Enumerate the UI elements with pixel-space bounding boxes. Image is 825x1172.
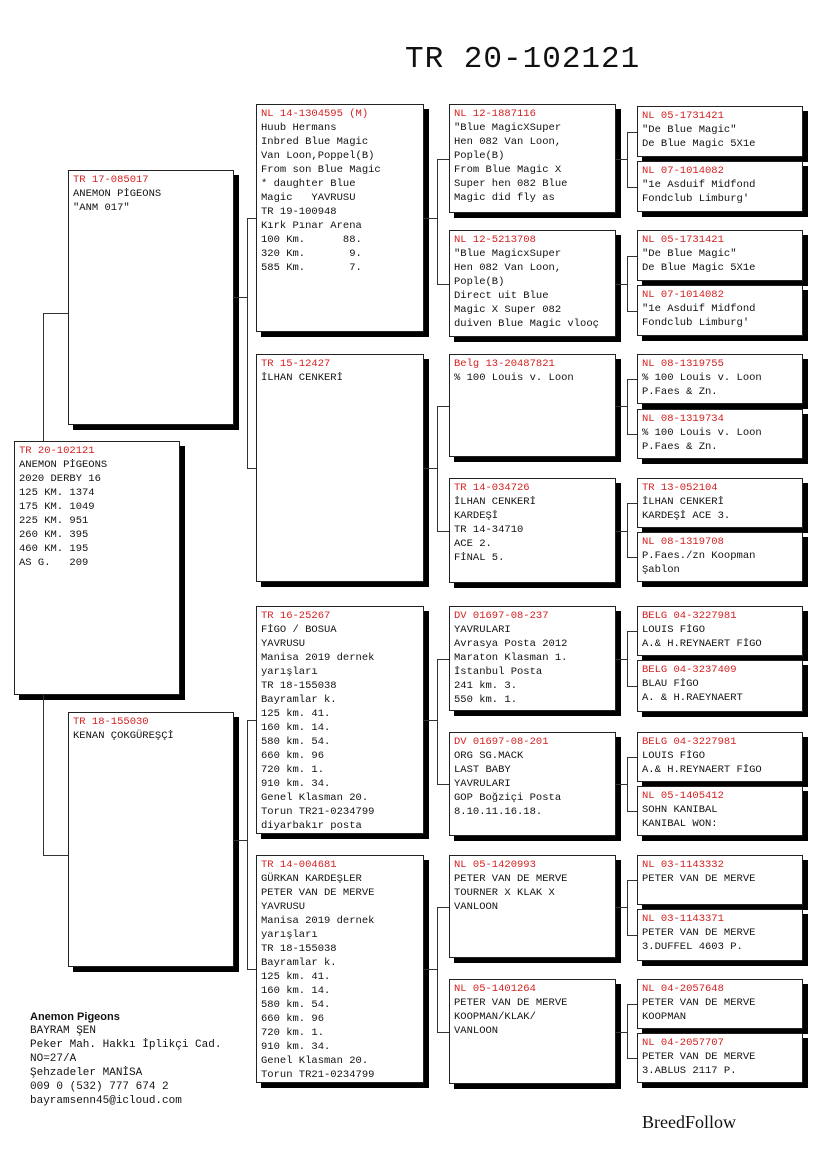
brand-logo: BreedFollow (642, 1112, 736, 1132)
connector-line (627, 256, 637, 257)
pigeon-detail-line: VANLOON (454, 1025, 499, 1037)
great-grandparent-card (449, 979, 616, 1084)
pigeon-detail-line: ANEMON PİGEONS (73, 188, 162, 200)
pigeon-detail-line: Fondclub Limburg' (642, 317, 750, 329)
pigeon-detail-line: YAVRUSU (261, 638, 306, 650)
ring-number: NL 14-1304595 (M) (261, 108, 369, 120)
ring-number: TR 16-25267 (261, 610, 331, 622)
pigeon-detail-line: PETER VAN DE MERVE (642, 873, 756, 885)
connector-line (437, 406, 438, 531)
ring-number: DV 01697-08-201 (454, 736, 549, 748)
connector-line (627, 434, 637, 435)
connector-line (627, 880, 637, 881)
pigeon-detail-line: "ANM 017" (73, 202, 130, 214)
connector-line (424, 468, 438, 469)
ring-number: NL 03-1143371 (642, 913, 724, 925)
pigeon-detail-line: 580 km. 54. (261, 736, 331, 748)
grandparent-card (256, 855, 424, 1083)
connector-line (43, 695, 44, 855)
great-grandparent-card (449, 478, 616, 583)
pigeon-detail-line: De Blue Magic 5X1e (642, 262, 756, 274)
pigeon-detail-line: "1e Asduif Midfond (642, 303, 756, 315)
connector-line (627, 1058, 637, 1059)
pigeon-detail-line: 125 km. 41. (261, 708, 331, 720)
ancestor-card (637, 909, 803, 961)
connector-line (627, 379, 628, 434)
connector-line (437, 907, 438, 1032)
ring-number: TR 13-052104 (642, 482, 718, 494)
owner-line: BAYRAM ŞEN (30, 1025, 97, 1037)
pigeon-detail-line: Manisa 2019 dernek (261, 652, 375, 664)
ring-number: NL 08-1319755 (642, 358, 724, 370)
ring-number: TR 20-102121 (19, 445, 95, 457)
pigeon-detail-line: 580 km. 54. (261, 999, 331, 1011)
ring-number: TR 18-155030 (73, 716, 149, 728)
pigeon-detail-line: "De Blue Magic" (642, 124, 737, 136)
connector-line (43, 313, 44, 441)
subject-pigeon-card (14, 441, 180, 695)
pedigree-title: TR 20-102121 (405, 42, 641, 77)
pigeon-detail-line: YAVRUSU (261, 901, 306, 913)
pigeon-detail-line: 550 km. 1. (454, 694, 518, 706)
ancestor-card (637, 478, 803, 528)
connector-line (437, 907, 449, 908)
ancestor-card (637, 230, 803, 281)
pigeon-detail-line: PETER VAN DE MERVE (454, 873, 568, 885)
pigeon-detail-line: From son Blue Magic (261, 164, 381, 176)
connector-line (234, 297, 248, 298)
ring-number: NL 05-1401264 (454, 983, 536, 995)
connector-line (247, 468, 256, 469)
ring-number: BELG 04-3227981 (642, 736, 737, 748)
pigeon-detail-line: LOUIS FİGO (642, 624, 706, 636)
connector-line (437, 659, 438, 784)
ring-number: NL 05-1420993 (454, 859, 536, 871)
connector-line (437, 531, 449, 532)
owner-email[interactable]: bayramsenn45@icloud.com (30, 1095, 182, 1107)
pigeon-detail-line: TOURNER X KLAK X (454, 887, 555, 899)
pigeon-detail-line: TR 18-155038 (261, 680, 337, 692)
grandparent-card (256, 104, 424, 332)
connector-line (627, 935, 637, 936)
connector-line (627, 557, 637, 558)
pigeon-detail-line: 3.DUFFEL 4603 P. (642, 941, 743, 953)
pigeon-detail-line: İLHAN CENKERİ (454, 496, 536, 508)
pigeon-detail-line: Bayramlar k. (261, 957, 337, 969)
pigeon-detail-line: YAVRULARI (454, 778, 511, 790)
connector-line (247, 218, 256, 219)
sire-card (68, 170, 234, 425)
grandparent-card (256, 606, 424, 834)
ring-number: NL 12-1887116 (454, 108, 536, 120)
pigeon-detail-line: İLHAN CENKERİ (642, 496, 724, 508)
ancestor-card (637, 354, 803, 404)
ring-number: DV 01697-08-237 (454, 610, 549, 622)
pigeon-detail-line: TR 19-100948 (261, 206, 337, 218)
connector-line (424, 218, 438, 219)
ring-number: NL 12-5213708 (454, 234, 536, 246)
connector-line (627, 503, 637, 504)
pigeon-detail-line: P.Faes & Zn. (642, 386, 718, 398)
pigeon-detail-line: Manisa 2019 dernek (261, 915, 375, 927)
pigeon-detail-line: KARDEŞİ ACE 3. (642, 510, 731, 522)
connector-line (437, 406, 449, 407)
pigeon-detail-line: Pople(B) (454, 150, 505, 162)
connector-line (247, 969, 256, 970)
ancestor-card (637, 285, 803, 336)
pigeon-detail-line: Magic YAVRUSU (261, 192, 356, 204)
connector-line (437, 659, 449, 660)
pigeon-detail-line: Pople(B) (454, 276, 505, 288)
connector-line (437, 159, 438, 284)
ring-number: NL 05-1405412 (642, 790, 724, 802)
grandparent-card (256, 354, 424, 582)
connector-line (247, 218, 248, 468)
pigeon-detail-line: PETER VAN DE MERVE (454, 997, 568, 1009)
pigeon-detail-line: Hen 082 Van Loon, (454, 262, 562, 274)
connector-line (627, 880, 628, 935)
connector-line (424, 720, 438, 721)
connector-line (627, 379, 637, 380)
great-grandparent-card (449, 354, 616, 457)
pigeon-detail-line: A. & H.RAEYNAERT (642, 692, 743, 704)
connector-line (627, 757, 637, 758)
pigeon-detail-line: ANEMON PİGEONS (19, 459, 108, 471)
great-grandparent-card (449, 855, 616, 958)
ring-number: TR 14-004681 (261, 859, 337, 871)
pigeon-detail-line: A.& H.REYNAERT FİGO (642, 638, 762, 650)
pigeon-detail-line: GÜRKAN KARDEŞLER (261, 873, 362, 885)
ring-number: NL 04-2057707 (642, 1037, 724, 1049)
owner-phone: 009 0 (532) 777 674 2 (30, 1081, 169, 1093)
pigeon-detail-line: duiven Blue Magic vlooç (454, 318, 599, 330)
owner-name: Anemon Pigeons (30, 1011, 120, 1023)
dam-card (68, 712, 234, 967)
pigeon-detail-line: Fondclub Limburg' (642, 193, 750, 205)
pigeon-detail-line: 125 KM. 1374 (19, 487, 95, 499)
pigeon-detail-line: PETER VAN DE MERVE (642, 927, 756, 939)
connector-line (627, 256, 628, 311)
pigeon-detail-line: Direct uit Blue (454, 290, 549, 302)
pigeon-detail-line: P.Faes./zn Koopman (642, 550, 756, 562)
connector-line (627, 132, 637, 133)
connector-line (627, 757, 628, 811)
owner-line: NO=27/A (30, 1053, 77, 1065)
pigeon-detail-line: 720 km. 1. (261, 764, 325, 776)
ring-number: Belg 13-20487821 (454, 358, 555, 370)
ancestor-card (637, 106, 803, 157)
pigeon-detail-line: % 100 Louis v. Loon (454, 372, 574, 384)
connector-line (424, 969, 438, 970)
ancestor-card (637, 161, 803, 212)
connector-line (627, 132, 628, 187)
great-grandparent-card (449, 732, 616, 836)
ancestor-card (637, 409, 803, 459)
connector-line (627, 503, 628, 557)
pigeon-detail-line: 160 km. 14. (261, 722, 331, 734)
pigeon-detail-line: KOOPMAN/KLAK/ (454, 1011, 536, 1023)
pigeon-detail-line: İLHAN CENKERİ (261, 372, 343, 384)
pigeon-detail-line: 2020 DERBY 16 (19, 473, 101, 485)
pigeon-detail-line: ORG SG.MACK (454, 750, 524, 762)
pigeon-detail-line: KANIBAL WON: (642, 818, 718, 830)
pigeon-detail-line: Kırk Pınar Arena (261, 220, 362, 232)
ancestor-card (637, 606, 803, 656)
pigeon-detail-line: "De Blue Magic" (642, 248, 737, 260)
owner-line: Peker Mah. Hakkı İplikçi Cad. (30, 1039, 222, 1051)
connector-line (627, 1004, 628, 1058)
pigeon-detail-line: "1e Asduif Midfond (642, 179, 756, 191)
pigeon-detail-line: 241 km. 3. (454, 680, 518, 692)
pigeon-detail-line: Hen 082 Van Loon, (454, 136, 562, 148)
pigeon-detail-line: "Blue MagicXSuper (454, 122, 562, 134)
connector-line (437, 284, 449, 285)
pigeon-detail-line: Şablon (642, 564, 680, 576)
connector-line (437, 784, 449, 785)
ring-number: BELG 04-3237409 (642, 664, 737, 676)
ring-number: TR 17-085017 (73, 174, 149, 186)
pigeon-detail-line: 175 KM. 1049 (19, 501, 95, 513)
ancestor-card (637, 660, 803, 712)
pigeon-detail-line: 225 KM. 951 (19, 515, 89, 527)
pigeon-detail-line: Huub Hermans (261, 122, 337, 134)
pigeon-detail-line: Bayramlar k. (261, 694, 337, 706)
pigeon-detail-line: 125 km. 41. (261, 971, 331, 983)
pigeon-detail-line: Torun TR21-0234799 (261, 1069, 375, 1081)
pigeon-detail-line: De Blue Magic 5X1e (642, 138, 756, 150)
pigeon-detail-line: FİNAL 5. (454, 552, 505, 564)
ring-number: BELG 04-3227981 (642, 610, 737, 622)
owner-info (30, 1010, 221, 1108)
ring-number: TR 14-034726 (454, 482, 530, 494)
connector-line (247, 720, 256, 721)
pigeon-detail-line: 460 KM. 195 (19, 543, 89, 555)
pigeon-detail-line: TR 14-34710 (454, 524, 524, 536)
great-grandparent-card (449, 104, 616, 213)
pigeon-detail-line: 320 Km. 9. (261, 248, 362, 260)
ring-number: NL 07-1014082 (642, 289, 724, 301)
pigeon-detail-line: KARDEŞİ (454, 510, 499, 522)
ancestor-card (637, 855, 803, 905)
connector-line (437, 1032, 449, 1033)
ancestor-card (637, 732, 803, 782)
pigeon-detail-line: PETER VAN DE MERVE (642, 1051, 756, 1063)
pigeon-detail-line: AS G. 209 (19, 557, 89, 569)
pigeon-detail-line: PETER VAN DE MERVE (642, 997, 756, 1009)
pigeon-detail-line: TR 18-155038 (261, 943, 337, 955)
connector-line (627, 187, 637, 188)
pigeon-detail-line: P.Faes & Zn. (642, 441, 718, 453)
pigeon-detail-line: Genel Klasman 20. (261, 1055, 369, 1067)
ring-number: NL 07-1014082 (642, 165, 724, 177)
pigeon-detail-line: * daughter Blue (261, 178, 356, 190)
great-grandparent-card (449, 606, 616, 711)
pigeon-detail-line: Inbred Blue Magic (261, 136, 369, 148)
pigeon-detail-line: 910 km. 34. (261, 1041, 331, 1053)
connector-line (43, 313, 68, 314)
pigeon-detail-line: LAST BABY (454, 764, 511, 776)
pigeon-detail-line: KENAN ÇOKGÜREŞÇİ (73, 730, 174, 742)
pigeon-detail-line: 910 km. 34. (261, 778, 331, 790)
pigeon-detail-line: Super hen 082 Blue (454, 178, 568, 190)
pigeon-detail-line: "Blue MagicxSuper (454, 248, 562, 260)
connector-line (43, 855, 68, 856)
pigeon-detail-line: Avrasya Posta 2012 (454, 638, 568, 650)
ancestor-card (637, 532, 803, 582)
ring-number: NL 08-1319734 (642, 413, 724, 425)
pigeon-detail-line: 8.10.11.16.18. (454, 806, 543, 818)
pigeon-detail-line: Magic X Super 082 (454, 304, 562, 316)
pigeon-detail-line: 3.ABLUS 2117 P. (642, 1065, 737, 1077)
pigeon-detail-line: BLAU FİGO (642, 678, 699, 690)
pigeon-detail-line: FİGO / BOSUA (261, 624, 337, 636)
pigeon-detail-line: VANLOON (454, 901, 499, 913)
pigeon-detail-line: From Blue Magic X (454, 164, 562, 176)
pigeon-detail-line: GOP Boğziçi Posta (454, 792, 562, 804)
pigeon-detail-line: 260 KM. 395 (19, 529, 89, 541)
ring-number: NL 05-1731421 (642, 234, 724, 246)
pigeon-detail-line: İstanbul Posta (454, 666, 543, 678)
owner-line: Şehzadeler MANİSA (30, 1067, 143, 1079)
pigeon-detail-line: KOOPMAN (642, 1011, 687, 1023)
pigeon-detail-line: 720 km. 1. (261, 1027, 325, 1039)
pigeon-detail-line: ACE 2. (454, 538, 492, 550)
pigeon-detail-line: Van Loon,Poppel(B) (261, 150, 375, 162)
connector-line (627, 811, 637, 812)
ring-number: NL 08-1319708 (642, 536, 724, 548)
pigeon-detail-line: 660 km. 96 (261, 1013, 325, 1025)
connector-line (234, 840, 248, 841)
pigeon-detail-line: Torun TR21-0234799 (261, 806, 375, 818)
pigeon-detail-line: YAVRULARI (454, 624, 511, 636)
pigeon-detail-line: 585 Km. 7. (261, 262, 362, 274)
ancestor-card (637, 1033, 803, 1083)
great-grandparent-card (449, 230, 616, 337)
pigeon-detail-line: % 100 Louis v. Loon (642, 427, 762, 439)
connector-line (437, 159, 449, 160)
pigeon-detail-line: Magic did fly as (454, 192, 555, 204)
pigeon-detail-line: 160 km. 14. (261, 985, 331, 997)
pigeon-detail-line: LOUIS FİGO (642, 750, 706, 762)
ring-number: NL 04-2057648 (642, 983, 724, 995)
connector-line (627, 631, 637, 632)
pigeon-detail-line: PETER VAN DE MERVE (261, 887, 375, 899)
pigeon-detail-line: Maraton Klasman 1. (454, 652, 568, 664)
connector-line (247, 720, 248, 969)
connector-line (627, 686, 637, 687)
ring-number: NL 03-1143332 (642, 859, 724, 871)
pigeon-detail-line: diyarbakır posta (261, 820, 362, 832)
pigeon-detail-line: yarışları (261, 929, 318, 941)
pigeon-detail-line: yarışları (261, 666, 318, 678)
connector-line (627, 311, 637, 312)
pigeon-detail-line: Genel Klasman 20. (261, 792, 369, 804)
pigeon-detail-line: SOHN KANIBAL (642, 804, 718, 816)
ring-number: TR 15-12427 (261, 358, 331, 370)
ancestor-card (637, 786, 803, 836)
ring-number: NL 05-1731421 (642, 110, 724, 122)
connector-line (627, 631, 628, 686)
ancestor-card (637, 979, 803, 1029)
pigeon-detail-line: A.& H.REYNAERT FİGO (642, 764, 762, 776)
pigeon-detail-line: 660 km. 96 (261, 750, 325, 762)
connector-line (627, 1004, 637, 1005)
pigeon-detail-line: 100 Km. 88. (261, 234, 362, 246)
pigeon-detail-line: % 100 Louis v. Loon (642, 372, 762, 384)
